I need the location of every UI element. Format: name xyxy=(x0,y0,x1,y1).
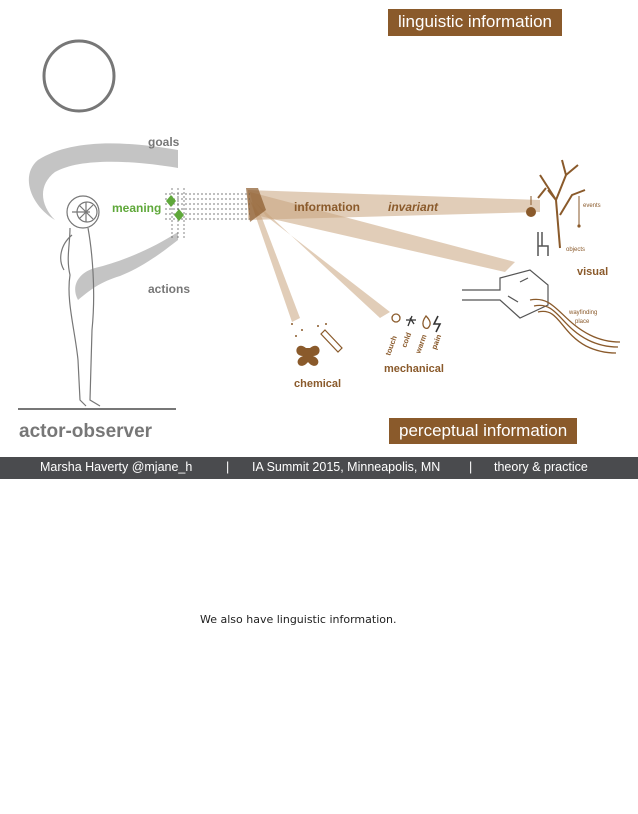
footer-author: Marsha Haverty @mjane_h xyxy=(40,460,193,474)
linguistic-information-tag: linguistic information xyxy=(388,9,562,36)
actions-label: actions xyxy=(148,282,191,296)
sensation-icons xyxy=(383,314,443,357)
invariant-label: invariant xyxy=(388,200,439,214)
touch-label: touch xyxy=(383,334,399,357)
cold-label: cold xyxy=(399,331,414,349)
actor-figure xyxy=(61,196,100,406)
visual-label: visual xyxy=(577,266,609,278)
fruit-icon xyxy=(526,207,536,217)
chemical-label: chemical xyxy=(294,378,342,390)
objects-label: objects xyxy=(566,247,586,253)
goals-label: goals xyxy=(148,135,180,149)
chair-icon xyxy=(538,232,548,256)
footer-bar xyxy=(0,457,638,479)
perceptual-information-tag: perceptual information xyxy=(389,418,577,444)
footer-separator: | xyxy=(226,460,230,474)
mechanical-label: mechanical xyxy=(384,363,444,375)
actor-observer-label: actor-observer xyxy=(19,421,153,442)
pain-label: pain xyxy=(429,333,444,351)
room-icon xyxy=(462,270,548,318)
warm-label: warm xyxy=(413,333,429,355)
speaker-note: We also have linguistic information. xyxy=(200,613,397,626)
information-label: information xyxy=(294,200,360,214)
meaning-label: meaning xyxy=(112,201,162,215)
wayfinding-label: wayfinding xyxy=(569,310,598,316)
circle-icon xyxy=(44,41,114,111)
flower-icon xyxy=(291,323,342,366)
footer-topic: theory & practice xyxy=(494,460,588,474)
tree-icon xyxy=(538,160,585,248)
footer-separator: | xyxy=(469,460,473,474)
footer-event: IA Summit 2015, Minneapolis, MN xyxy=(252,460,441,474)
events-label: events xyxy=(583,203,601,209)
place-label: place xyxy=(575,319,590,325)
swoosh xyxy=(29,143,178,300)
